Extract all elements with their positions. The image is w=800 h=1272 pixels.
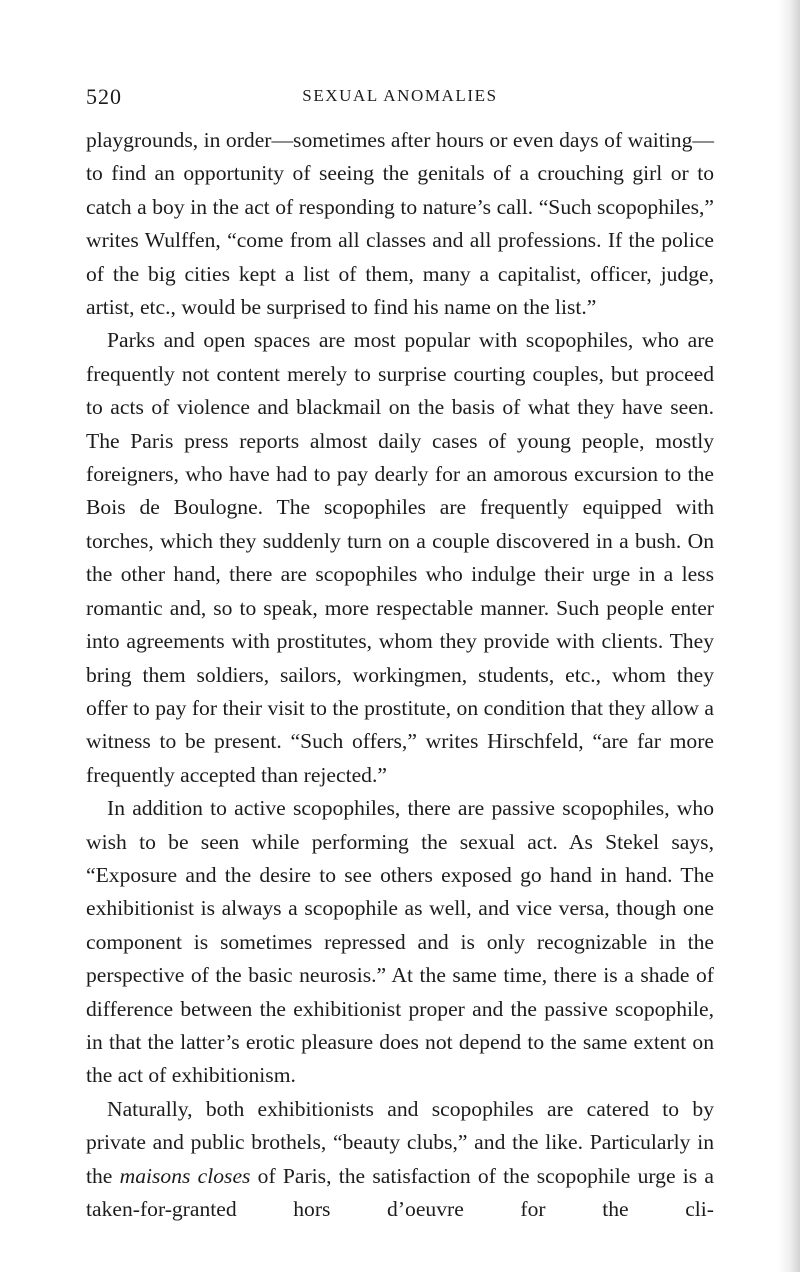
paragraph-3: In addition to active scopophiles, there are passive scopophiles, who wish to be seen while performing the sexual act. As Stekel says, “Exposure and the desire to see others exposed go hand in hand. The exhibitionist is always a scopophile as well, and vice versa, though one component is sometimes repressed and is only recognizable in the perspective of the basic neurosis.” At the same time, there is a shade of difference between the exhibitionist proper and the passive scopophile, in that the latter’s erotic pleasure does not depend to the same extent on the act of exhibitionism.: [86, 796, 714, 1088]
paragraph-1: playgrounds, in order—sometimes after hours or even days of waiting—to find an opportunity of seeing the genitals of a crouching girl or to catch a boy in the act of responding to nature’s call. “Such scopophiles,” writes Wulffen, “come from all classes and all professions. If the police of the big cities kept a list of them, many a capitalist, officer, judge, artist, etc., would be surprised to find his name on the list.”: [86, 128, 714, 320]
paragraph-4-italic-term: maisons closes: [119, 1163, 251, 1188]
paragraph-4: [86, 1093, 714, 1227]
paragraph-4-text-before: Naturally, both exhibitionists and scopophiles are catered to by private and public brothels, “beauty clubs,” and the like. Particularly in the: [86, 1096, 714, 1188]
book-page: [86, 84, 714, 1226]
body-text: [86, 124, 714, 1226]
page-number: 520: [86, 84, 122, 109]
running-title: SEXUAL ANOMALIES: [302, 86, 498, 105]
paragraph-4-text-after: of Paris, the satisfaction of the scopophile urge is a taken-for-granted hors d’oeuvre for the cli-: [86, 1163, 715, 1221]
running-head: [86, 84, 714, 118]
page-edge-shadow: [778, 0, 800, 1272]
paragraph-2: Parks and open spaces are most popular with scopophiles, who are frequently not content merely to surprise courting couples, but proceed to acts of violence and blackmail on the basis of what they have seen. The Paris press reports almost daily cases of young people, mostly foreigners, who have had to pay dearly for an amorous excursion to the Bois de Boulogne. The scopophiles are frequently equipped with torches, which they suddenly turn on a couple discovered in a bush. On the other hand, there are scopophiles who indulge their urge in a less romantic and, so to speak, more respectable manner. Such people enter into agreements with prostitutes, whom they provide with clients. They bring them soldiers, sailors, workingmen, students, etc., whom they offer to pay for their visit to the prostitute, on condition that they allow a witness to be present. “Such offers,” writes Hirschfeld, “are far more frequently accepted than rejected.”: [86, 328, 714, 787]
